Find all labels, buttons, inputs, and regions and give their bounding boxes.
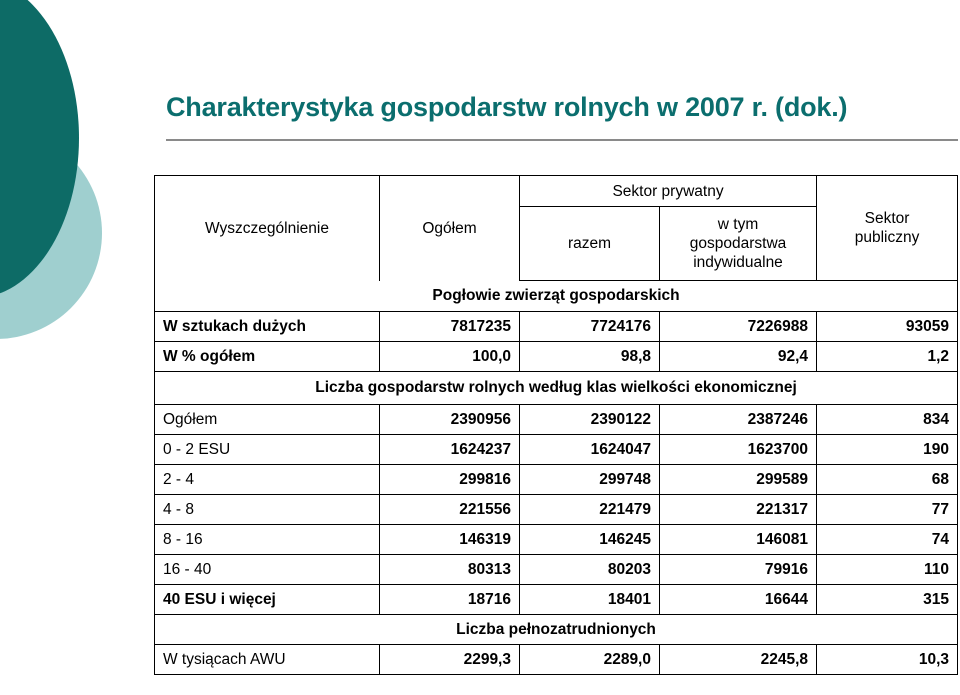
slide-title: Charakterystyka gospodarstw rolnych w 2007 r. (dok.) (166, 92, 848, 122)
table-row (155, 465, 958, 495)
section-title: Pogłowie zwierząt gospodarskich (155, 281, 958, 312)
header-w-tym-line1: w tym (717, 216, 759, 233)
cell-razem: 1624047 (520, 435, 660, 465)
table-row (155, 525, 958, 555)
cell-publiczny: 110 (817, 555, 958, 585)
cell-razem: 80203 (520, 555, 660, 585)
cell-razem: 2390122 (520, 405, 660, 435)
cell-publiczny: 315 (817, 585, 958, 615)
section-row (155, 372, 958, 405)
header-sektor-publiczny (817, 176, 958, 281)
data-table (154, 175, 958, 675)
section-title: Liczba gospodarstw rolnych według klas wielkości ekonomicznej (155, 372, 958, 405)
header-w-tym-line3: indywidualne (693, 254, 783, 271)
row-label: 16 - 40 (155, 555, 380, 585)
row-label: 2 - 4 (155, 465, 380, 495)
table-row (155, 312, 958, 342)
table-row (155, 342, 958, 372)
cell-indywidualne: 2245,8 (660, 645, 817, 675)
header-row-1 (155, 176, 958, 207)
cell-publiczny: 74 (817, 525, 958, 555)
header-ogolem: Ogółem (380, 176, 520, 281)
cell-indywidualne: 299589 (660, 465, 817, 495)
header-sektor-publiczny-line2: publiczny (854, 229, 920, 246)
cell-indywidualne: 79916 (660, 555, 817, 585)
header-wyszczegolnienie: Wyszczególnienie (155, 176, 380, 281)
cell-publiczny: 68 (817, 465, 958, 495)
section-row (155, 281, 958, 312)
cell-publiczny: 190 (817, 435, 958, 465)
cell-ogolem: 7817235 (380, 312, 520, 342)
row-label: W sztukach dużych (155, 312, 380, 342)
cell-publiczny: 77 (817, 495, 958, 525)
cell-ogolem: 299816 (380, 465, 520, 495)
row-label: W tysiącach AWU (155, 645, 380, 675)
cell-ogolem: 100,0 (380, 342, 520, 372)
cell-indywidualne: 2387246 (660, 405, 817, 435)
cell-ogolem: 2390956 (380, 405, 520, 435)
row-label: Ogółem (155, 405, 380, 435)
cell-razem: 2289,0 (520, 645, 660, 675)
section-title: Liczba pełnozatrudnionych (155, 615, 958, 645)
table-row (155, 495, 958, 525)
cell-indywidualne: 221317 (660, 495, 817, 525)
cell-ogolem: 18716 (380, 585, 520, 615)
decorative-circles (0, 0, 110, 380)
cell-publiczny: 93059 (817, 312, 958, 342)
cell-ogolem: 221556 (380, 495, 520, 525)
cell-ogolem: 2299,3 (380, 645, 520, 675)
section-row (155, 615, 958, 645)
row-label: 40 ESU i więcej (155, 585, 380, 615)
cell-ogolem: 1624237 (380, 435, 520, 465)
cell-indywidualne: 16644 (660, 585, 817, 615)
row-label: 8 - 16 (155, 525, 380, 555)
cell-ogolem: 146319 (380, 525, 520, 555)
cell-indywidualne: 92,4 (660, 342, 817, 372)
table-row (155, 435, 958, 465)
header-w-tym-line2: gospodarstwa (689, 235, 787, 252)
table-row (155, 645, 958, 675)
cell-publiczny: 10,3 (817, 645, 958, 675)
cell-indywidualne: 146081 (660, 525, 817, 555)
cell-ogolem: 80313 (380, 555, 520, 585)
cell-razem: 18401 (520, 585, 660, 615)
header-razem: razem (520, 207, 660, 281)
table-row (155, 555, 958, 585)
table-row (155, 405, 958, 435)
cell-razem: 98,8 (520, 342, 660, 372)
cell-razem: 299748 (520, 465, 660, 495)
row-label: W % ogółem (155, 342, 380, 372)
cell-razem: 221479 (520, 495, 660, 525)
header-sektor-prywatny: Sektor prywatny (520, 176, 817, 207)
row-label: 4 - 8 (155, 495, 380, 525)
table-row (155, 585, 958, 615)
cell-publiczny: 834 (817, 405, 958, 435)
cell-publiczny: 1,2 (817, 342, 958, 372)
title-underline (166, 139, 958, 141)
cell-razem: 146245 (520, 525, 660, 555)
header-w-tym-indywidualne (660, 207, 817, 281)
cell-indywidualne: 7226988 (660, 312, 817, 342)
cell-indywidualne: 1623700 (660, 435, 817, 465)
header-sektor-publiczny-line1: Sektor (864, 210, 910, 227)
cell-razem: 7724176 (520, 312, 660, 342)
row-label: 0 - 2 ESU (155, 435, 380, 465)
